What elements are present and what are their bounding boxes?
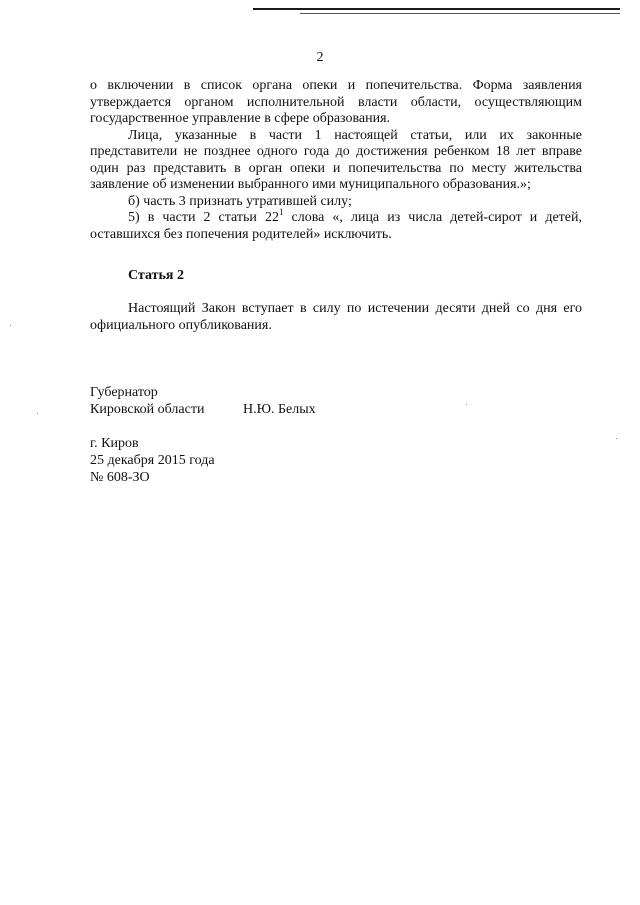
article-22-text-before: 5) в части 2 статьи 22: [128, 210, 279, 225]
signature-title-line-2: Кировской области: [90, 402, 205, 417]
page-number: 2: [316, 50, 324, 65]
scan-speck: [37, 413, 38, 414]
article-2-text: Настоящий Закон вступает в силу по истечении десяти дней со дня его официального опубликования.: [90, 301, 582, 333]
article-22-text-after: слова «, лица из числа детей-сирот и детей, оставшихся без попечения родителей» исключить.: [90, 210, 582, 242]
signature-name: Н.Ю. Белых: [243, 402, 316, 417]
top-rule-line: [253, 8, 620, 10]
paragraph-article-22: [90, 207, 582, 243]
paragraph-representatives: Лица, указанные в части 1 настоящей статьи, или их законные представители не позднее одного года до достижения ребенком 18 лет вправе один раз представить в орган опеки и попечительства по месту жительства заявление об изменении выбранного ими муниципального образования.»;: [90, 127, 582, 192]
article-22-superscript: 1: [278, 207, 284, 217]
article-2-body: [90, 301, 582, 334]
paragraph-continuation: о включении в список органа опеки и попечительства. Форма заявления утверждается органом исполнительной власти области, осуществляющим государственное управление в сфере образования.: [90, 78, 582, 126]
scan-speck: [616, 438, 617, 439]
paragraph-part-3: б) часть 3 признать утратившей силу;: [128, 193, 352, 209]
footer-city: г. Киров: [90, 436, 139, 451]
scan-speck: [466, 404, 467, 405]
article-2-heading: Статья 2: [128, 268, 184, 283]
footer-date: 25 декабря 2015 года: [90, 453, 215, 468]
body-text: [90, 78, 582, 243]
scan-speck: [10, 325, 11, 326]
footer-number: № 608-ЗО: [90, 470, 150, 485]
top-rule-line-thin: [300, 13, 620, 14]
signature-title-line-1: Губернатор: [90, 385, 158, 400]
